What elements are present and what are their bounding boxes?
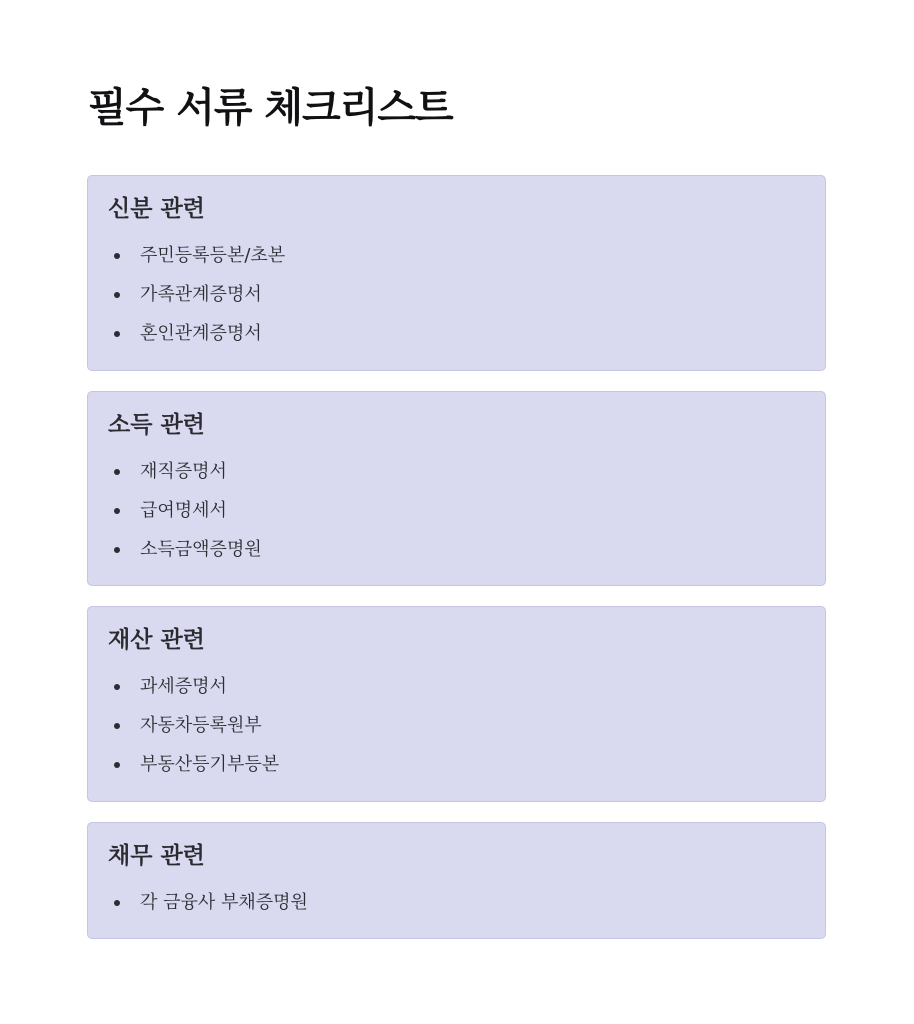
document-list <box>88 667 279 784</box>
list-item-label: 주민등록등본/초본 <box>140 245 286 266</box>
section-debt <box>87 822 826 939</box>
bullet-icon <box>114 684 120 690</box>
bullet-icon <box>114 547 120 553</box>
section-title: 소득 관련 <box>108 412 205 438</box>
section-assets <box>87 606 826 802</box>
list-item <box>88 275 285 314</box>
document-list <box>88 883 308 922</box>
section-title: 재산 관련 <box>108 627 205 653</box>
bullet-icon <box>114 292 120 298</box>
list-item-label: 각 금융사 부채증명원 <box>140 892 308 913</box>
list-item <box>88 314 285 353</box>
document-list <box>88 236 285 353</box>
list-item-label: 과세증명서 <box>140 676 227 697</box>
section-title: 신분 관련 <box>108 196 205 222</box>
section-title: 채무 관련 <box>108 843 205 869</box>
bullet-icon <box>114 723 120 729</box>
list-item <box>88 745 279 784</box>
list-item-label: 소득금액증명원 <box>140 539 262 560</box>
list-item <box>88 667 279 706</box>
list-item <box>88 452 262 491</box>
bullet-icon <box>114 900 120 906</box>
list-item <box>88 706 279 745</box>
list-item <box>88 883 308 922</box>
list-item-label: 혼인관계증명서 <box>140 323 262 344</box>
bullet-icon <box>114 762 120 768</box>
list-item <box>88 530 262 569</box>
document-list <box>88 452 262 569</box>
list-item-label: 급여명세서 <box>140 500 227 521</box>
bullet-icon <box>114 508 120 514</box>
bullet-icon <box>114 469 120 475</box>
bullet-icon <box>114 253 120 259</box>
list-item-label: 재직증명서 <box>140 461 227 482</box>
bullet-icon <box>114 331 120 337</box>
list-item-label: 부동산등기부등본 <box>140 754 280 775</box>
section-identity <box>87 175 826 371</box>
list-item-label: 가족관계증명서 <box>140 284 262 305</box>
list-item-label: 자동차등록원부 <box>140 715 262 736</box>
section-income <box>87 391 826 586</box>
list-item <box>88 491 262 530</box>
page-title: 필수 서류 체크리스트 <box>88 85 453 131</box>
list-item <box>88 236 285 275</box>
